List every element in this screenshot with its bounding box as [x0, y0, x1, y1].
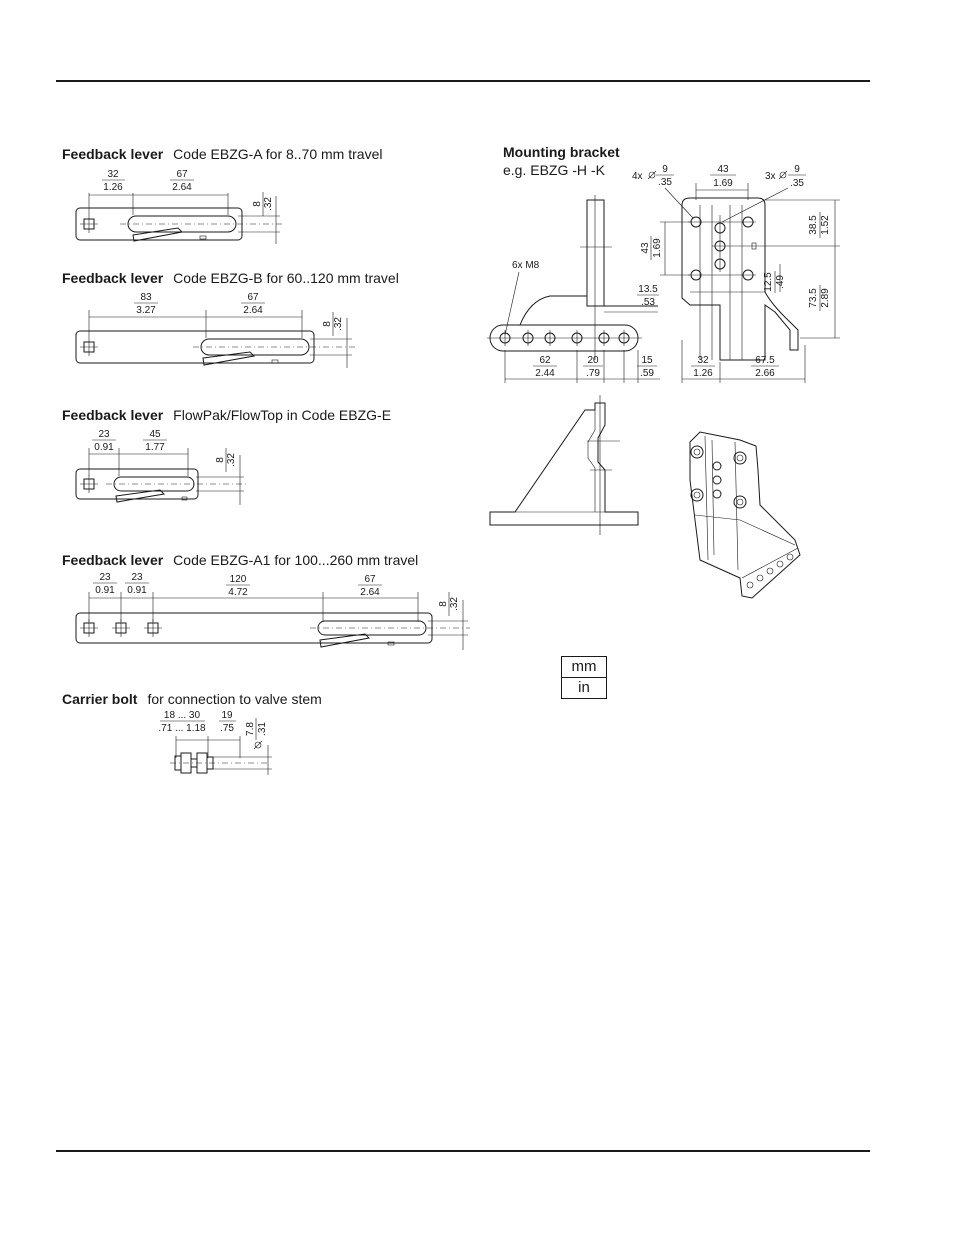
- dim-text: 7.8: [245, 722, 256, 736]
- dim-text: 67: [247, 292, 259, 303]
- dim-text: 3.27: [136, 305, 156, 316]
- carrier-bolt-drawing: [158, 710, 272, 775]
- dim-text: 0.91: [94, 442, 114, 453]
- dim-text: 45: [149, 429, 161, 440]
- bracket-front-view: [632, 164, 840, 383]
- dim-text: .35: [658, 177, 672, 188]
- dim-text: 8: [322, 321, 333, 327]
- dim-text: .75: [220, 723, 234, 734]
- dim-text: 32: [697, 355, 709, 366]
- dim-text: 6x M8: [512, 260, 540, 271]
- dim-text: 1.52: [820, 215, 831, 235]
- dim-text: .71 ... 1.18: [158, 723, 206, 734]
- units-legend: [561, 656, 607, 699]
- dim-text: 67.5: [755, 355, 775, 366]
- dim-text: 120: [229, 574, 247, 585]
- lever-a-title: Feedback lever Code EBZG-A for 8..70 mm travel: [62, 146, 383, 162]
- lever-e-title: Feedback lever FlowPak/FlowTop in Code EBZG-E: [62, 407, 392, 423]
- lever-a1-title: Feedback lever Code EBZG-A1 for 100...260 mm travel: [62, 552, 419, 568]
- dim-text: 12.5: [763, 272, 774, 292]
- lever-b-drawing: [76, 292, 355, 368]
- dim-text: 2.64: [360, 587, 380, 598]
- dim-text: .59: [640, 368, 654, 379]
- dim-text: .32: [263, 197, 274, 211]
- dim-text: 0.91: [127, 585, 147, 596]
- dim-text: 62: [539, 355, 551, 366]
- dim-text: 38.5: [808, 215, 819, 235]
- dim-text: 13.5: [638, 284, 658, 295]
- dim-text: .53: [641, 297, 655, 308]
- dim-text: 8: [252, 201, 263, 207]
- dim-text: 23: [131, 572, 143, 583]
- bracket-subtitle: e.g. EBZG -H -K: [503, 162, 605, 178]
- dim-text: 8: [215, 457, 226, 463]
- dim-text: 2.44: [535, 368, 555, 379]
- dim-text: 23: [99, 572, 111, 583]
- dim-text: 9: [794, 164, 800, 175]
- dim-text: 2.64: [243, 305, 263, 316]
- bracket-isometric-view: [690, 432, 800, 598]
- dim-text: .31: [257, 722, 268, 736]
- dim-text: 1.26: [693, 368, 713, 379]
- dim-text: 2.89: [820, 288, 831, 308]
- lever-e-drawing: [76, 429, 246, 505]
- dim-text: 32: [107, 169, 119, 180]
- unit-in: in: [562, 677, 606, 698]
- dim-text: 1.77: [145, 442, 165, 453]
- dim-text: 2.64: [172, 182, 192, 193]
- dim-text: 1.26: [103, 182, 123, 193]
- lever-a1-drawing: [76, 572, 470, 650]
- dim-text: 23: [98, 429, 110, 440]
- carrier-bolt-title: Carrier bolt for connection to valve stem: [62, 691, 322, 707]
- lever-a-drawing: [76, 169, 285, 244]
- dim-text: 67: [176, 169, 188, 180]
- dim-text: 18 ... 30: [163, 710, 201, 721]
- dim-text: .32: [449, 597, 460, 611]
- bracket-side-view: [487, 195, 660, 383]
- dim-text: 19: [221, 710, 233, 721]
- dim-text: 20: [587, 355, 599, 366]
- dim-text: 4.72: [228, 587, 248, 598]
- dim-text: 3x: [765, 171, 776, 182]
- dim-text: .35: [790, 178, 804, 189]
- dim-text: 43: [717, 164, 729, 175]
- dim-text: 8: [438, 601, 449, 607]
- dim-text: 0.91: [95, 585, 115, 596]
- dim-text: .32: [333, 317, 344, 331]
- unit-mm: mm: [571, 658, 597, 675]
- dim-text: 9: [662, 164, 668, 175]
- dim-text: .79: [586, 368, 600, 379]
- dim-text: 67: [364, 574, 376, 585]
- dim-text: 73.5: [808, 288, 819, 308]
- dim-text: 4x: [632, 171, 643, 182]
- dim-text: 1.69: [652, 238, 663, 258]
- dim-text: 15: [641, 355, 653, 366]
- bracket-title: Mounting bracket: [503, 144, 620, 160]
- dim-text: 83: [140, 292, 152, 303]
- bracket-profile-view: [490, 395, 638, 535]
- lever-b-title: Feedback lever Code EBZG-B for 60..120 mm travel: [62, 270, 399, 286]
- dim-text: 1.69: [713, 178, 733, 189]
- dim-text: 43: [640, 242, 651, 254]
- dim-text: 2.66: [755, 368, 775, 379]
- dim-text: .49: [775, 275, 786, 289]
- dim-text: .32: [226, 453, 237, 467]
